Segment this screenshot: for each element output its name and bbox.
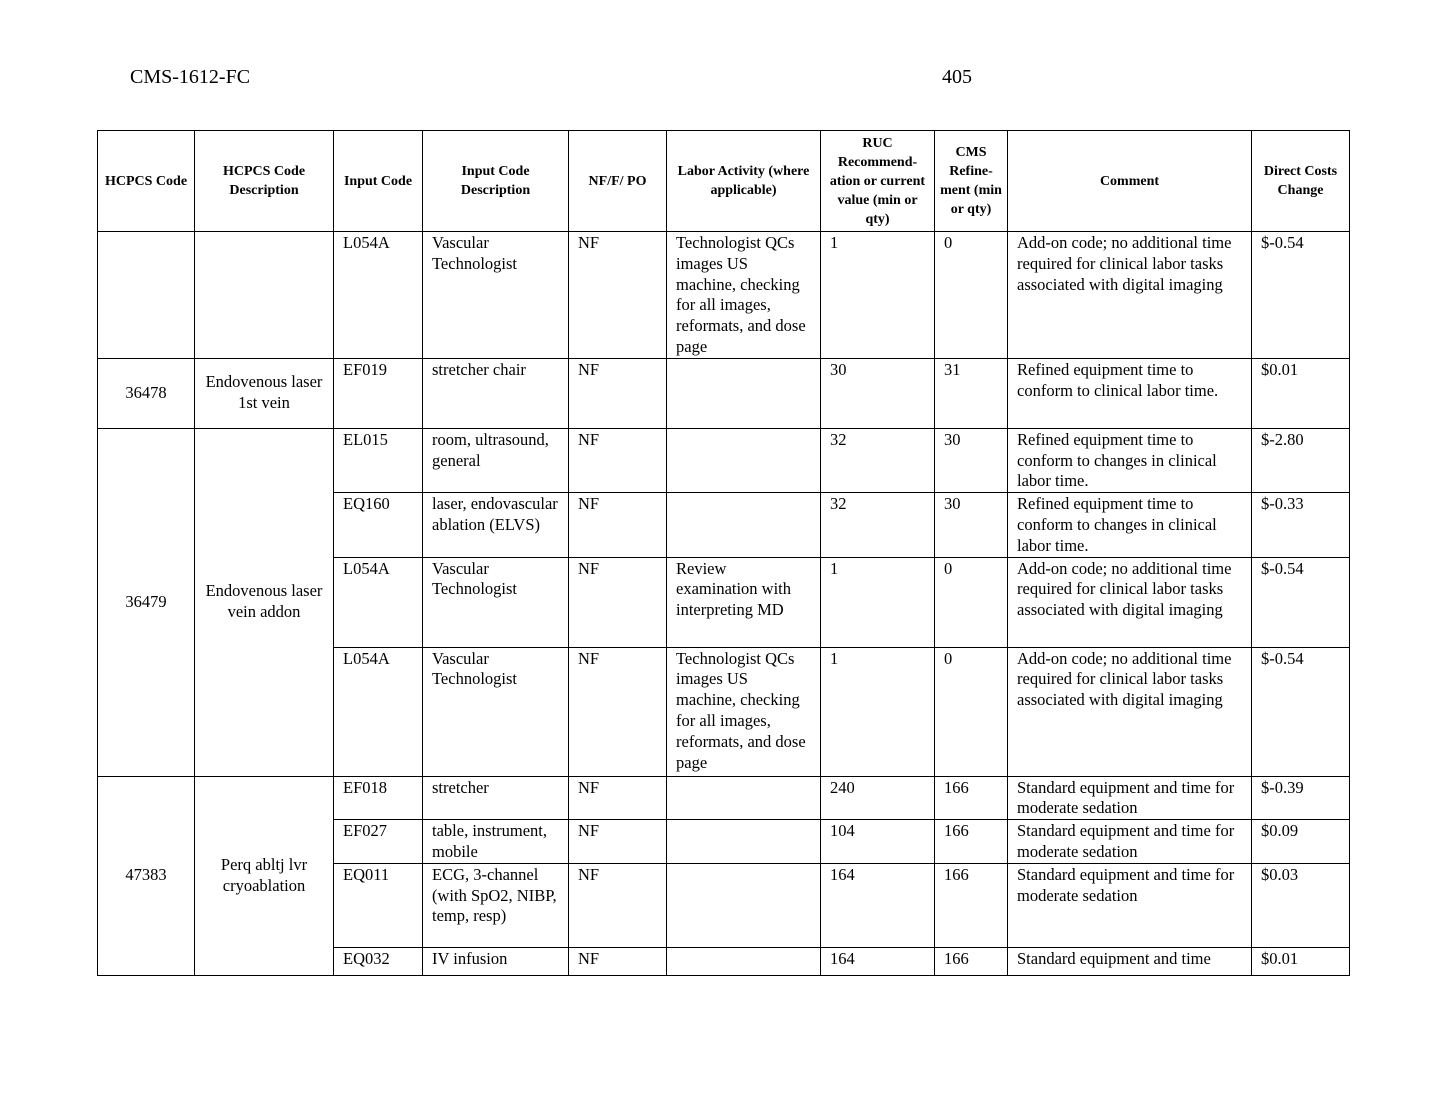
direct-costs-change-cell: $0.01: [1252, 358, 1350, 428]
header-input-code: Input Code: [334, 131, 423, 232]
header-comment: Comment: [1008, 131, 1252, 232]
input-code-cell: L054A: [334, 232, 423, 359]
comment-cell: Refined equipment time to conform to changes in clinical labor time.: [1008, 493, 1252, 557]
input-code-cell: EQ160: [334, 493, 423, 557]
comment-cell: Refined equipment time to conform to clinical labor time.: [1008, 358, 1252, 428]
direct-costs-change-cell: $0.01: [1252, 947, 1350, 975]
cost-changes-table: [97, 130, 1350, 976]
nf-f-po-cell: NF: [569, 428, 667, 492]
cms-refinement-cell: 166: [935, 820, 1008, 864]
ruc-value-cell: 1: [821, 647, 935, 776]
input-code-cell: EF019: [334, 358, 423, 428]
header-cms-refinement: CMS Refine-ment (min or qty): [935, 131, 1008, 232]
header-direct-costs-change: Direct Costs Change: [1252, 131, 1350, 232]
direct-costs-change-cell: $-2.80: [1252, 428, 1350, 492]
nf-f-po-cell: NF: [569, 493, 667, 557]
nf-f-po-cell: NF: [569, 820, 667, 864]
input-description-cell: laser, endovascular ablation (ELVS): [423, 493, 569, 557]
labor-activity-cell: [667, 428, 821, 492]
comment-cell: Standard equipment and time for moderate sedation: [1008, 776, 1252, 820]
cms-refinement-cell: 0: [935, 232, 1008, 359]
header-hcpcs-description: HCPCS Code Description: [195, 131, 334, 232]
header-hcpcs-code: HCPCS Code: [98, 131, 195, 232]
input-code-cell: L054A: [334, 557, 423, 647]
input-description-cell: Vascular Technologist: [423, 232, 569, 359]
document-id: CMS-1612-FC: [130, 66, 251, 88]
table-row: [98, 232, 1350, 359]
labor-activity-cell: Technologist QCs images US machine, checking for all images, reformats, and dose page: [667, 232, 821, 359]
labor-activity-cell: [667, 776, 821, 820]
labor-activity-cell: [667, 863, 821, 947]
hcpcs-code-cell: 47383: [98, 776, 195, 975]
input-description-cell: table, instrument, mobile: [423, 820, 569, 864]
direct-costs-change-cell: $0.09: [1252, 820, 1350, 864]
hcpcs-description-cell: Endovenous laser 1st vein: [195, 358, 334, 428]
comment-cell: Refined equipment time to conform to changes in clinical labor time.: [1008, 428, 1252, 492]
hcpcs-description-cell: [195, 232, 334, 359]
nf-f-po-cell: NF: [569, 232, 667, 359]
labor-activity-cell: [667, 493, 821, 557]
hcpcs-code-cell: 36478: [98, 358, 195, 428]
ruc-value-cell: 104: [821, 820, 935, 864]
labor-activity-cell: [667, 358, 821, 428]
nf-f-po-cell: NF: [569, 947, 667, 975]
input-code-cell: L054A: [334, 647, 423, 776]
nf-f-po-cell: NF: [569, 776, 667, 820]
cms-refinement-cell: 30: [935, 428, 1008, 492]
input-description-cell: Vascular Technologist: [423, 647, 569, 776]
cms-refinement-cell: 166: [935, 776, 1008, 820]
labor-activity-cell: [667, 947, 821, 975]
comment-cell: Add-on code; no additional time required for clinical labor tasks associated with digital imaging: [1008, 232, 1252, 359]
hcpcs-description-cell: Perq abltj lvr cryoablation: [195, 776, 334, 975]
cms-refinement-cell: 0: [935, 647, 1008, 776]
cms-refinement-cell: 31: [935, 358, 1008, 428]
ruc-value-cell: 30: [821, 358, 935, 428]
input-code-cell: EQ011: [334, 863, 423, 947]
ruc-value-cell: 240: [821, 776, 935, 820]
ruc-value-cell: 32: [821, 493, 935, 557]
direct-costs-change-cell: $-0.54: [1252, 232, 1350, 359]
header-input-description: Input Code Description: [423, 131, 569, 232]
labor-activity-cell: Technologist QCs images US machine, checking for all images, reformats, and dose page: [667, 647, 821, 776]
input-code-cell: EF027: [334, 820, 423, 864]
comment-cell: Standard equipment and time: [1008, 947, 1252, 975]
comment-cell: Standard equipment and time for moderate sedation: [1008, 820, 1252, 864]
direct-costs-change-cell: $-0.39: [1252, 776, 1350, 820]
input-description-cell: Vascular Technologist: [423, 557, 569, 647]
nf-f-po-cell: NF: [569, 557, 667, 647]
header-row: [98, 131, 1350, 232]
ruc-value-cell: 164: [821, 947, 935, 975]
page-number: 405: [942, 66, 972, 88]
nf-f-po-cell: NF: [569, 863, 667, 947]
hcpcs-code-cell: 36479: [98, 428, 195, 776]
nf-f-po-cell: NF: [569, 647, 667, 776]
hcpcs-code-cell: [98, 232, 195, 359]
nf-f-po-cell: NF: [569, 358, 667, 428]
input-description-cell: stretcher: [423, 776, 569, 820]
input-description-cell: ECG, 3-channel (with SpO2, NIBP, temp, resp): [423, 863, 569, 947]
input-code-cell: EF018: [334, 776, 423, 820]
table-row: [98, 776, 1350, 820]
cms-refinement-cell: 0: [935, 557, 1008, 647]
ruc-value-cell: 1: [821, 557, 935, 647]
comment-cell: Add-on code; no additional time required for clinical labor tasks associated with digital imaging: [1008, 647, 1252, 776]
header-ruc-recommendation: RUC Recommend-ation or current value (min or qty): [821, 131, 935, 232]
direct-costs-change-cell: $-0.33: [1252, 493, 1350, 557]
header-nf-f-po: NF/F/ PO: [569, 131, 667, 232]
direct-costs-change-cell: $-0.54: [1252, 647, 1350, 776]
input-code-cell: EL015: [334, 428, 423, 492]
header-labor-activity: Labor Activity (where applicable): [667, 131, 821, 232]
input-description-cell: stretcher chair: [423, 358, 569, 428]
comment-cell: Add-on code; no additional time required for clinical labor tasks associated with digital imaging: [1008, 557, 1252, 647]
hcpcs-description-cell: Endovenous laser vein addon: [195, 428, 334, 776]
ruc-value-cell: 32: [821, 428, 935, 492]
labor-activity-cell: [667, 820, 821, 864]
ruc-value-cell: 1: [821, 232, 935, 359]
direct-costs-change-cell: $0.03: [1252, 863, 1350, 947]
cms-refinement-cell: 30: [935, 493, 1008, 557]
ruc-value-cell: 164: [821, 863, 935, 947]
input-description-cell: room, ultrasound, general: [423, 428, 569, 492]
cms-refinement-cell: 166: [935, 863, 1008, 947]
table-row: [98, 428, 1350, 492]
comment-cell: Standard equipment and time for moderate sedation: [1008, 863, 1252, 947]
cms-refinement-cell: 166: [935, 947, 1008, 975]
input-description-cell: IV infusion: [423, 947, 569, 975]
direct-costs-change-cell: $-0.54: [1252, 557, 1350, 647]
table-row: [98, 358, 1350, 428]
labor-activity-cell: Review examination with interpreting MD: [667, 557, 821, 647]
input-code-cell: EQ032: [334, 947, 423, 975]
